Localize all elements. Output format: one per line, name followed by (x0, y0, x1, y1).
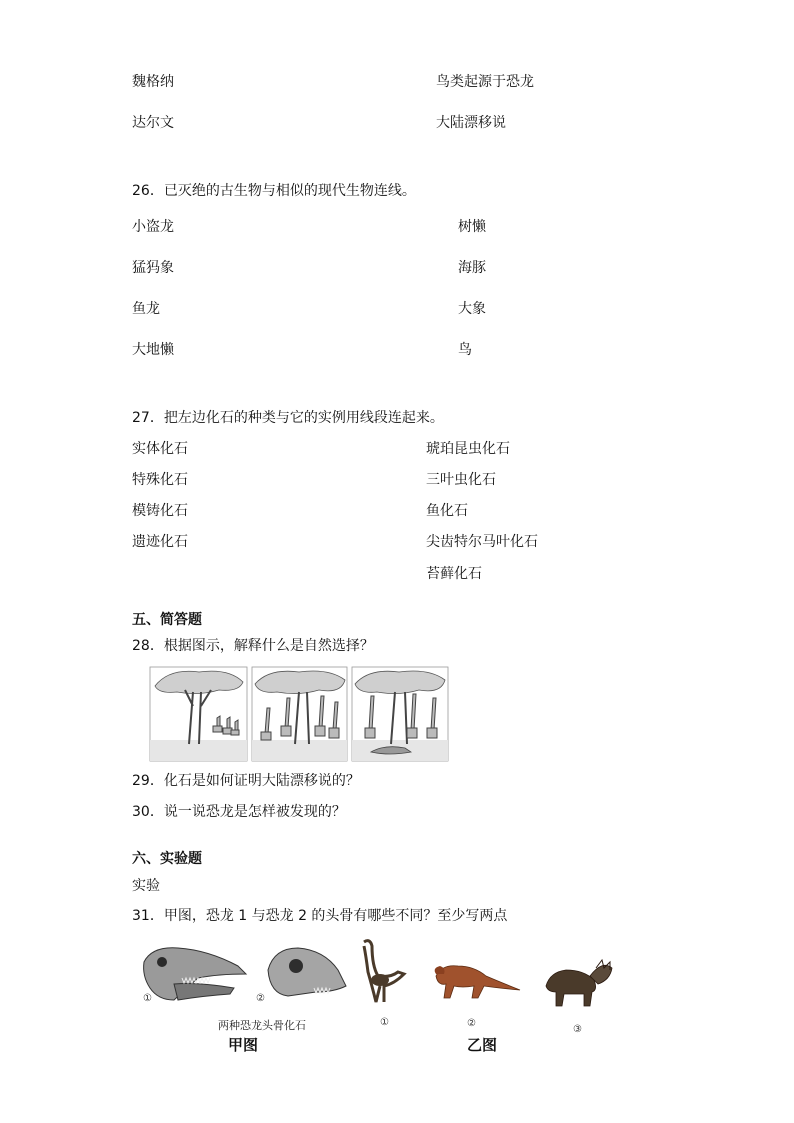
match-right-item: 大陆漂移说 (436, 115, 506, 131)
q26-right-item: 大象 (458, 301, 486, 317)
question-26: 26．已灭绝的古生物与相似的现代生物连线。 (132, 183, 416, 199)
q27-right-item: 鱼化石 (426, 503, 468, 519)
marker-skull-2: ② (256, 993, 265, 1004)
dinosaur-skull-fossils (138, 940, 368, 1018)
q26-right-item: 海豚 (458, 260, 486, 276)
giraffe-panel-1 (150, 667, 247, 761)
dinosaur-models (350, 936, 620, 1022)
section-title: 五、简答题 (132, 612, 202, 628)
figure-label-b: 乙图 (467, 1038, 498, 1054)
skull-fossil-2 (268, 948, 346, 996)
dinosaur-model-3 (546, 960, 612, 1006)
q26-left-item: 猛犸象 (132, 260, 174, 276)
marker-model-3: ③ (573, 1024, 582, 1035)
q27-left-item: 特殊化石 (132, 472, 188, 488)
figure-caption: 两种恐龙头骨化石 (218, 1019, 306, 1032)
q27-right-item: 苔藓化石 (426, 566, 482, 582)
skull-fossil-1 (144, 948, 246, 1000)
dinosaur-model-2 (435, 966, 520, 998)
giraffe-panel-2 (252, 667, 347, 761)
question-30: 30．说一说恐龙是怎样被发现的？ (132, 804, 346, 820)
q26-left-item: 鱼龙 (132, 301, 160, 317)
q26-left-item: 小盗龙 (132, 219, 174, 235)
q26-left-item: 大地懒 (132, 342, 174, 358)
section-title: 六、实验题 (132, 851, 202, 867)
marker-model-2: ② (467, 1018, 476, 1029)
match-right-item: 鸟类起源于恐龙 (436, 74, 534, 90)
match-left-item: 魏格纳 (132, 74, 174, 90)
question-27: 27．把左边化石的种类与它的实例用线段连起来。 (132, 410, 444, 426)
section-subtitle: 实验 (132, 878, 160, 894)
q27-left-item: 遗迹化石 (132, 534, 188, 550)
q26-right-item: 树懒 (458, 219, 486, 235)
question-28: 28．根据图示，解释什么是自然选择？ (132, 638, 374, 654)
q27-right-item: 三叶虫化石 (426, 472, 496, 488)
question-31: 31．甲图，恐龙 1 与恐龙 2 的头骨有哪些不同？至少写两点 (132, 908, 508, 924)
q27-left-item: 模铸化石 (132, 503, 188, 519)
q27-right-item: 尖齿特尔马叶化石 (426, 534, 538, 550)
marker-skull-1: ① (143, 993, 152, 1004)
marker-model-1: ① (380, 1017, 389, 1028)
figure-label-a: 甲图 (228, 1038, 259, 1054)
q27-left-item: 实体化石 (132, 441, 188, 457)
question-29: 29．化石是如何证明大陆漂移说的？ (132, 773, 360, 789)
q27-right-item: 琥珀昆虫化石 (426, 441, 510, 457)
q26-right-item: 鸟 (458, 342, 472, 358)
match-left-item: 达尔文 (132, 115, 174, 131)
dinosaur-model-1 (364, 941, 404, 1002)
giraffe-selection-illustration (149, 666, 449, 762)
giraffe-panel-3 (352, 667, 448, 761)
